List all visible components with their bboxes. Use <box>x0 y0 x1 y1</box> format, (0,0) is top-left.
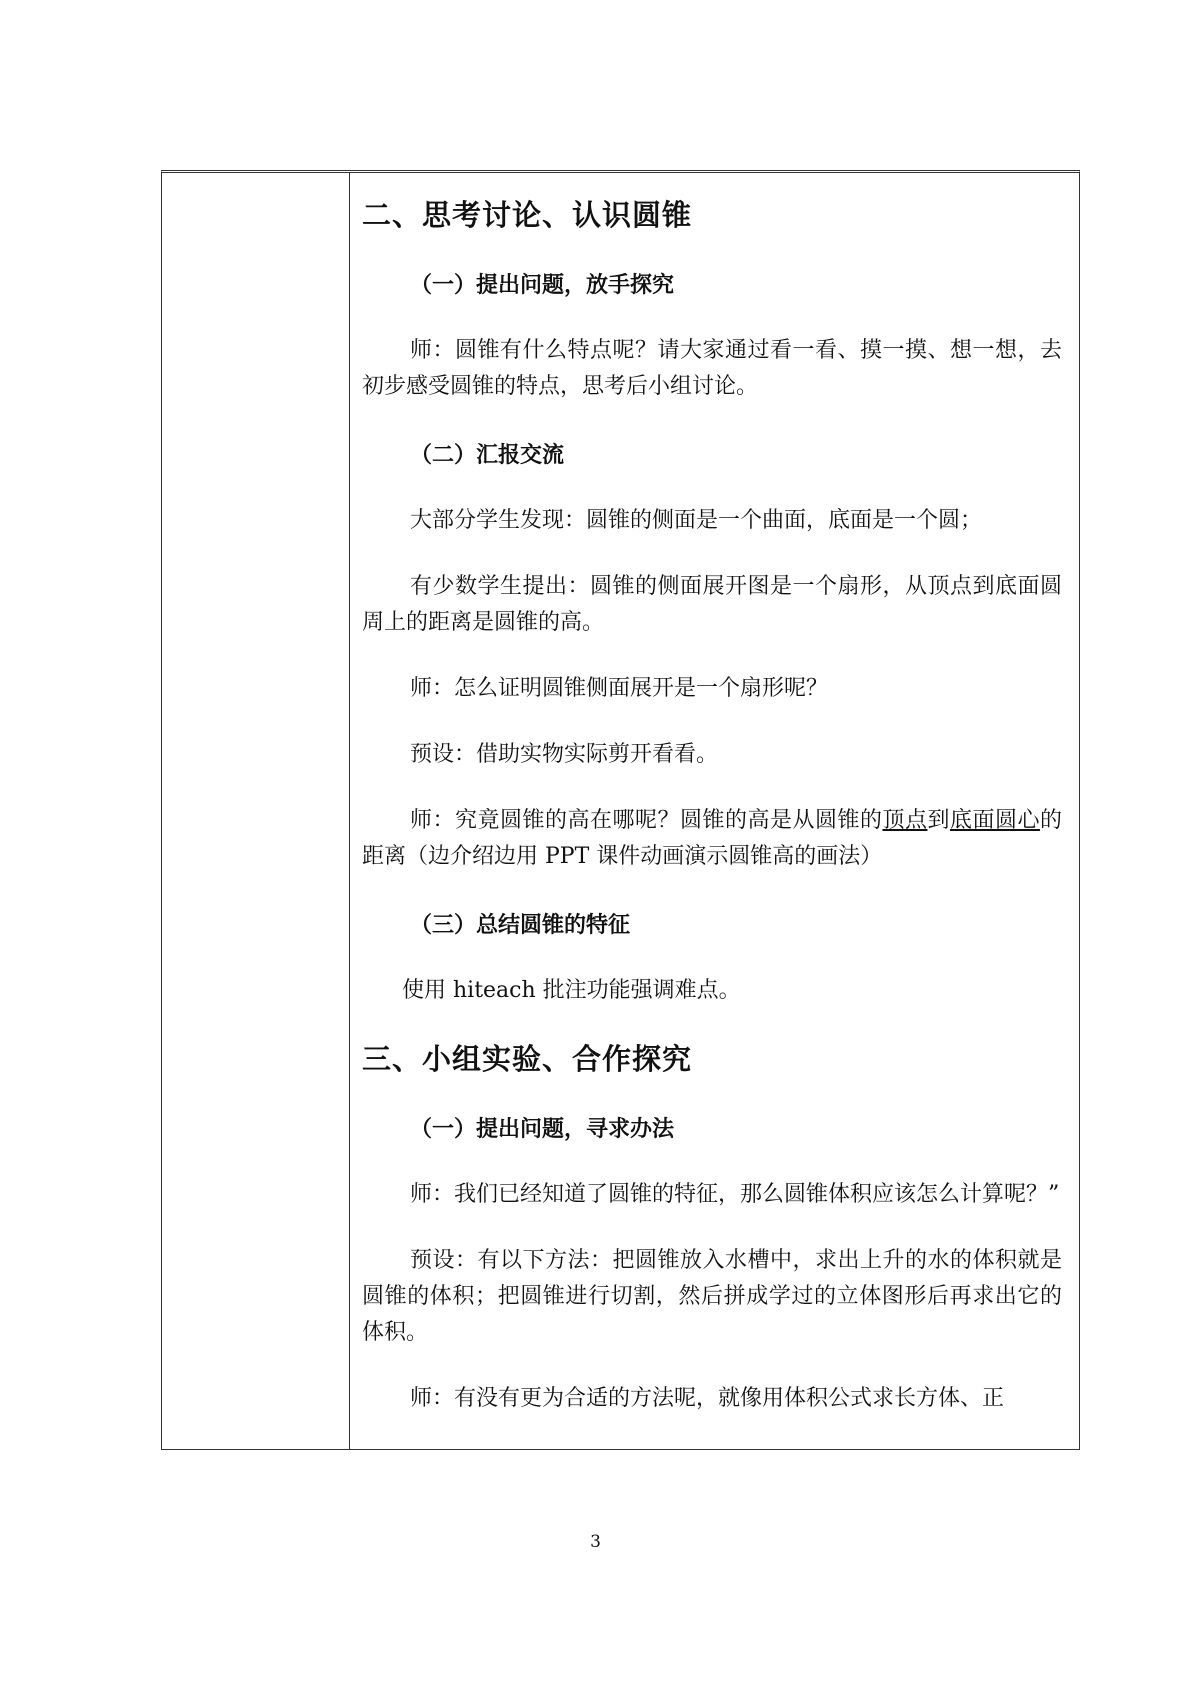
paragraph-3-2: 预设：有以下方法：把圆锥放入水槽中，求出上升的水的体积就是圆锥的体积；把圆锥进行切割，然后拼成学过的立体图形后再求出它的体积。 <box>362 1248 1062 1345</box>
paragraph-2-6-text-a: 师：究竟圆锥的高在哪呢？圆锥的高是从圆锥的 <box>410 808 883 833</box>
paragraph-2-6-text-b: 到 <box>927 808 950 833</box>
subheading-2-3: （三）总结圆锥的特征 <box>410 912 631 938</box>
lesson-content-cell <box>362 195 1062 1417</box>
table-column-divider <box>349 173 350 1449</box>
subheading-3-1: （一）提出问题，寻求办法 <box>410 1116 675 1142</box>
paragraph-3-1: 师：我们已经知道了圆锥的特征，那么圆锥体积应该怎么计算呢？” <box>410 1182 1060 1207</box>
paragraph-2-3: 有少数学生提出：圆锥的侧面展开图是一个扇形，从顶点到底面圆周上的距离是圆锥的高。 <box>362 574 1062 635</box>
paragraph-2-4: 师：怎么证明圆锥侧面展开是一个扇形呢？ <box>410 676 829 701</box>
paragraph-2-6-text-c: 的距离（边介绍边用 PPT 课件动画演示圆锥高的画法） <box>362 808 1062 869</box>
paragraph-2-2: 大部分学生发现：圆锥的侧面是一个曲面，底面是一个圆； <box>410 508 983 533</box>
underlined-term-base-center: 底面圆心 <box>949 808 1040 833</box>
subheading-2-2: （二）汇报交流 <box>410 442 565 468</box>
section-heading-3: 三、小组实验、合作探究 <box>362 1042 693 1076</box>
page-number: 3 <box>590 1532 601 1552</box>
lesson-table <box>161 170 1080 1450</box>
section-heading-2: 二、思考讨论、认识圆锥 <box>362 198 693 232</box>
paragraph-2-7: 使用 hiteach 批注功能强调难点。 <box>402 978 741 1003</box>
paragraph-2-1: 师：圆锥有什么特点呢？请大家通过看一看、摸一摸、想一想，去初步感受圆锥的特点，思考后小组讨论。 <box>362 338 1062 399</box>
paragraph-3-3: 师：有没有更为合适的方法呢，就像用体积公式求长方体、正 <box>410 1386 1005 1411</box>
subheading-2-1: （一）提出问题，放手探究 <box>410 272 675 298</box>
paragraph-2-6 <box>362 803 1062 875</box>
paragraph-2-5: 预设：借助实物实际剪开看看。 <box>410 742 719 767</box>
underlined-term-vertex: 顶点 <box>882 808 928 833</box>
